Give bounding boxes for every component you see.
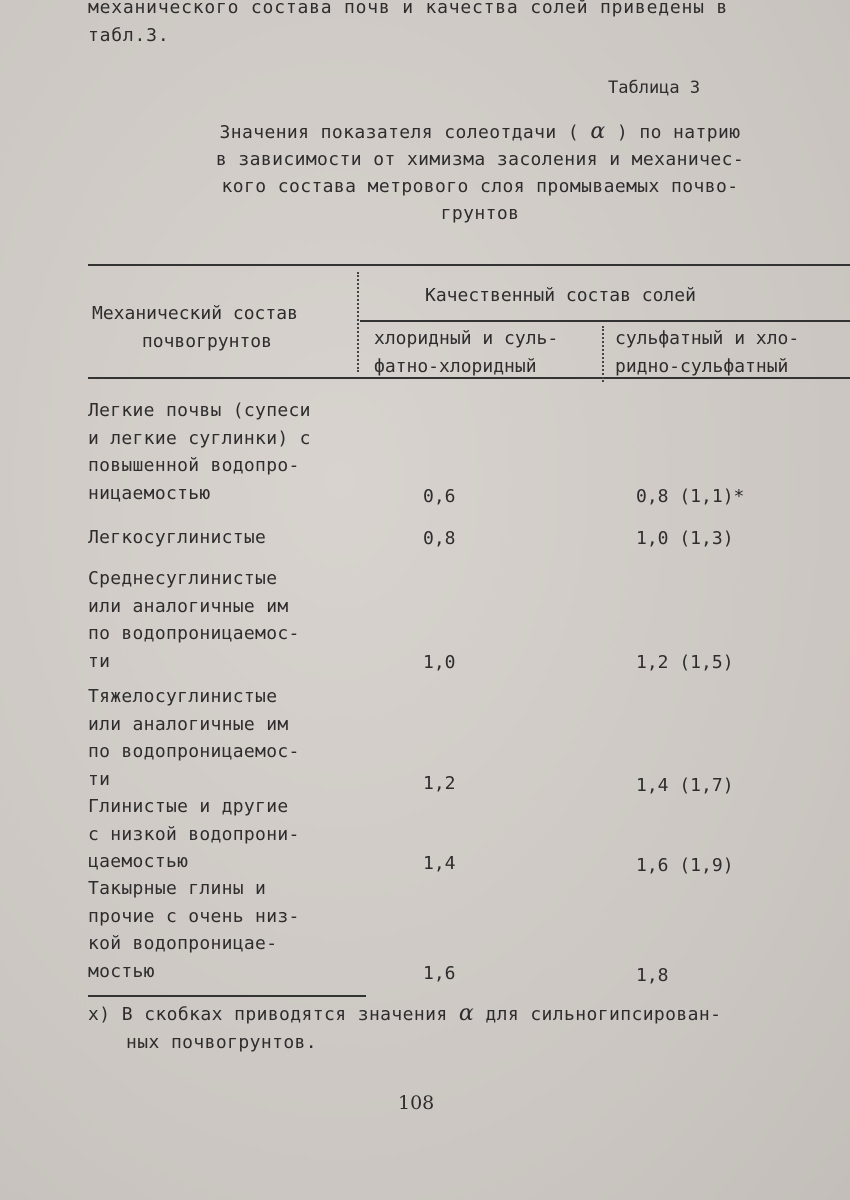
table-cell: 1,0	[423, 652, 456, 673]
alpha-symbol: α	[590, 119, 606, 144]
table-cell: 1,4 (1,7)	[636, 775, 734, 796]
table-row-label	[88, 397, 311, 507]
header-group-salts: Качественный состав солей	[425, 285, 696, 306]
footnote-mark: x)	[88, 1004, 111, 1025]
header-col-mechanical	[92, 300, 298, 356]
footnote	[88, 1000, 721, 1057]
table-cell: 0,8	[423, 528, 456, 549]
table-number: Таблица 3	[608, 78, 701, 98]
row6-line2: прочие с очень низ-	[88, 905, 300, 927]
footnote-alpha-symbol: α	[458, 1001, 475, 1026]
row5-line1: Глинистые и другие	[88, 796, 289, 817]
header-col1-line1: Механический состав	[92, 303, 298, 324]
row3-line1: Среднесуглинистые	[88, 568, 278, 589]
header-col-chloride	[374, 325, 558, 381]
row2-line1: Легкосуглинистые	[88, 527, 267, 548]
table-row-label	[88, 565, 300, 675]
caption-line-1	[170, 118, 790, 146]
footnote-text-start: В скобках приводятся значения	[121, 1004, 448, 1025]
header-col-sulfate	[615, 325, 799, 381]
header-col2-line2: фатно-хлоридный	[374, 356, 537, 377]
row1-line1: Легкие почвы (супеси	[88, 400, 311, 421]
header-col2-line1: хлоридный и суль-	[374, 328, 559, 349]
row3-line3: по водопроницаемос-	[88, 623, 300, 644]
footnote-line-2: ных почвогрунтов.	[126, 1032, 318, 1053]
row4-line1: Тяжелосуглинистые	[88, 686, 278, 707]
table-cell: 0,8 (1,1)*	[636, 486, 745, 507]
header-col3-line1: сульфатный и хло-	[615, 328, 800, 349]
table-cell: 1,6 (1,9)	[636, 855, 734, 876]
table-cell: 1,8	[636, 965, 669, 986]
table-cell: 1,6	[423, 963, 456, 984]
page-number: 108	[398, 1092, 435, 1114]
table-caption	[170, 118, 790, 227]
row5-line3: цаемостью	[88, 851, 189, 872]
header-group-rule	[360, 320, 850, 322]
table-cell: 1,2	[423, 773, 456, 794]
table-top-rule	[88, 264, 850, 266]
row1-line2: и легкие суглинки) с	[88, 427, 311, 449]
row1-line4: ницаемостью	[88, 482, 211, 504]
row4-line4: ти	[88, 768, 111, 790]
row3-line4: ти	[88, 650, 111, 672]
caption-line-1-start: Значения показателя солеотдачи (	[219, 122, 580, 143]
header-divider-1	[357, 272, 359, 372]
footnote-line-1	[88, 1000, 721, 1029]
table-cell: 0,6	[423, 486, 456, 507]
table-row-label	[88, 793, 300, 876]
header-col1-line2: почвогрунтов	[141, 331, 272, 352]
row4-line3: по водопроницаемос-	[88, 741, 300, 762]
intro-paragraph	[88, 0, 728, 50]
row6-line4: мостью	[88, 960, 155, 982]
row3-line2: или аналогичные им	[88, 595, 289, 617]
table-cell: 1,2 (1,5)	[636, 652, 734, 673]
caption-line-2: в зависимости от химизма засоления и механичес-	[215, 149, 745, 170]
table-row-label	[88, 683, 300, 793]
caption-line-4: грунтов	[440, 203, 520, 224]
table-cell: 1,4	[423, 853, 456, 874]
row1-line3: повышенной водопро-	[88, 455, 300, 476]
table-cell: 1,0 (1,3)	[636, 528, 734, 549]
caption-line-1-end: ) по натрию	[616, 122, 741, 143]
table-row-label	[88, 875, 300, 985]
footnote-text-end: для сильногипсирован-	[485, 1004, 722, 1025]
footnote-rule	[88, 995, 366, 997]
header-divider-2	[602, 326, 604, 382]
table-row-label	[88, 524, 266, 552]
caption-line-3: кого состава метрового слоя промываемых почво-	[221, 176, 739, 197]
row5-line2: с низкой водопрони-	[88, 823, 300, 845]
row6-line1: Такырные глины и	[88, 878, 267, 899]
intro-line-2: табл.3.	[88, 25, 170, 46]
row6-line3: кой водопроницае-	[88, 933, 278, 954]
intro-line-1: механического состава почв и качества солей приведены в	[88, 0, 729, 18]
header-col3-line2: ридно-сульфатный	[615, 356, 789, 377]
row4-line2: или аналогичные им	[88, 713, 289, 735]
